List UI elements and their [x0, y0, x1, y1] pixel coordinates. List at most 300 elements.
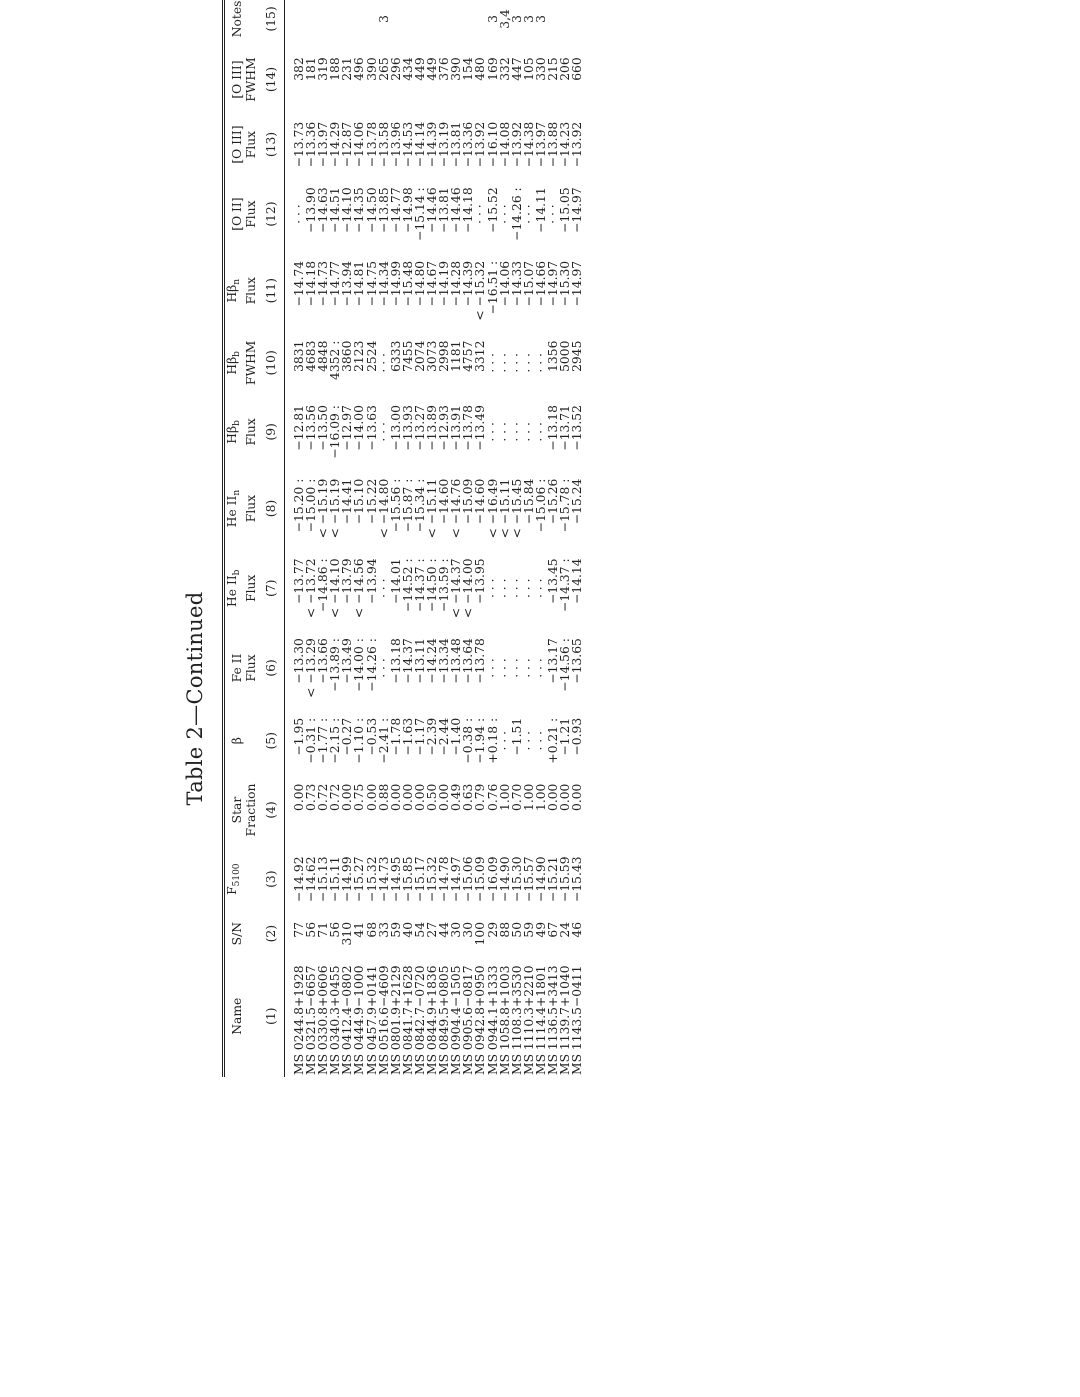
table-cell: −15.11 — [328, 856, 343, 902]
table-cell: 7455 — [400, 340, 415, 372]
table-cell: 49 — [533, 921, 548, 938]
column-header-number: (2) — [258, 912, 285, 955]
column-header-number: (7) — [258, 548, 285, 628]
table-cell: −1.77 : — [316, 717, 331, 764]
table-cell: 0.00 — [364, 783, 379, 811]
table-cell: < −14.00 — [461, 558, 476, 619]
table-cell: −13.00 — [388, 405, 403, 451]
table-cell: −14.08 — [497, 121, 512, 168]
table-cell: −15.56 : — [388, 478, 403, 533]
table-cell — [426, 0, 438, 47]
table-cell: · · · — [497, 730, 512, 751]
table-cell: −1.40 — [449, 717, 464, 756]
table-cell: −14.92 — [292, 856, 306, 902]
table-cell: · · · — [521, 730, 536, 751]
table-cell: MS 0340.3+0455 — [328, 965, 343, 1075]
column-title-text: S/N — [230, 922, 244, 946]
table-cell: −0.31 : — [304, 717, 319, 764]
table-cell: 4352 : — [328, 340, 343, 380]
table-cell: 4757 — [461, 340, 476, 372]
table-cell: −16.51 : — [485, 260, 500, 315]
table-cell: 3 — [521, 15, 536, 23]
table-row — [366, 0, 378, 1077]
table-cell: 0.00 — [437, 783, 452, 811]
data-table — [222, 0, 583, 1077]
table-cell: −12.87 — [340, 121, 355, 168]
table-cell: · · · — [533, 422, 548, 442]
column-title-text: [O II] — [230, 197, 244, 231]
table-cell: −14.95 — [388, 856, 403, 902]
table-cell — [366, 0, 378, 47]
table-cell: MS 0516.6−4609 — [376, 965, 391, 1075]
table-cell: 0.00 — [400, 783, 415, 811]
table-cell — [571, 0, 583, 47]
column-header-number: (14) — [258, 47, 285, 112]
table-cell: 105 — [521, 57, 536, 81]
table-cell: −14.60 — [473, 478, 488, 525]
table-cell: 0.00 — [388, 783, 403, 811]
table-cell: −13.89 — [425, 405, 440, 451]
column-header-subtitle — [244, 955, 258, 1077]
column-header-number: (13) — [258, 112, 285, 178]
table-cell: 30 — [461, 921, 476, 938]
table-cell: < −14.80 — [376, 478, 391, 539]
table-cell: · · · — [509, 353, 524, 373]
table-cell — [341, 0, 353, 47]
table-cell: −1.17 — [412, 717, 427, 756]
column-title-text: Hβ — [225, 425, 239, 444]
header-row-2 — [244, 0, 258, 1077]
table-cell: 0.88 — [376, 783, 391, 811]
table-cell: −13.65 — [570, 638, 585, 684]
table-cell: −14.06 — [497, 260, 512, 307]
table-cell: −14.24 — [425, 638, 440, 684]
table-cell — [414, 0, 426, 47]
table-cell: −14.90 — [533, 856, 548, 902]
table-cell: −15.20 : — [292, 478, 306, 533]
table-cell: 449 — [425, 57, 440, 81]
table-cell: −13.92 — [509, 121, 524, 168]
table-cell: −13.92 — [570, 121, 585, 168]
table-cell: −14.34 — [376, 260, 391, 307]
table-cell: 449 — [412, 57, 427, 81]
table-cell: 0.50 — [425, 783, 440, 811]
column-header-subtitle: Fraction — [244, 783, 258, 837]
table-cell: 40 — [400, 921, 415, 938]
table-cell: · · · — [509, 578, 524, 599]
table-cell: −14.19 — [437, 260, 452, 307]
table-cell: −13.81 — [437, 187, 452, 233]
table-cell: 660 — [570, 57, 585, 81]
table-cell: < −14.37 — [449, 558, 464, 619]
table-cell: −14.97 — [570, 187, 585, 233]
table-cell: −14.46 — [425, 187, 440, 233]
table-cell: −14.66 — [533, 260, 548, 307]
table-cell: −13.50 — [316, 405, 331, 451]
column-header-title — [224, 395, 245, 469]
table-cell: −1.21 — [558, 717, 573, 756]
table-cell — [474, 0, 486, 47]
table-cell: 56 — [304, 921, 319, 938]
table-cell: −14.38 — [521, 121, 536, 168]
table-cell: 1181 — [449, 340, 464, 372]
table-cell: −14.73 — [376, 856, 391, 902]
column-title-text: He II — [225, 575, 239, 607]
table-cell: −13.77 — [292, 558, 306, 604]
table-cell: −15.05 — [558, 187, 573, 233]
column-header-number: (1) — [258, 955, 285, 1077]
table-cell: −13.30 — [292, 638, 306, 684]
table-cell: 332 — [497, 57, 512, 81]
table-cell: 1.00 — [521, 783, 536, 811]
table-cell: −14.50 : — [425, 558, 440, 612]
column-title-text: [O III] — [230, 60, 244, 99]
table-cell: 0.00 — [558, 783, 573, 811]
table-cell: −13.45 — [545, 558, 560, 604]
table-cell: −12.81 — [292, 405, 306, 451]
table-cell: · · · — [376, 658, 391, 678]
table-cell: −14.46 — [449, 187, 464, 233]
table-cell: 3 — [509, 15, 524, 23]
table-cell: −15.07 — [521, 260, 536, 307]
table-cell: 5000 — [558, 340, 573, 372]
table-cell: 0.49 — [449, 783, 464, 811]
table-cell: −14.74 — [292, 260, 306, 307]
table-cell: −14.39 — [425, 121, 440, 168]
column-title-text: Star — [230, 796, 244, 824]
table-cell: 169 — [485, 57, 500, 81]
table-cell — [547, 0, 559, 47]
table-cell — [390, 0, 402, 47]
table-cell: 68 — [364, 921, 379, 938]
table-cell: 29 — [485, 921, 500, 938]
table-cell: 1.00 — [497, 783, 512, 811]
table-cell: 330 — [533, 57, 548, 81]
table-cell: 480 — [473, 57, 488, 81]
table-cell: −13.71 — [558, 405, 573, 451]
table-cell: · · · — [521, 578, 536, 599]
table-cell: −14.63 — [316, 187, 331, 233]
table-cell: −15.85 — [400, 856, 415, 902]
table-cell — [353, 0, 365, 47]
table-cell: −13.36 — [461, 121, 476, 168]
table-cell: 376 — [437, 57, 452, 81]
table-cell — [438, 0, 450, 47]
table-cell: −13.78 — [461, 405, 476, 451]
table-cell: −14.26 : — [509, 187, 524, 241]
table-row — [353, 0, 365, 1077]
table-cell: 33 — [376, 921, 391, 938]
table-cell: −13.78 — [364, 121, 379, 168]
table-cell: −14.52 : — [400, 558, 415, 612]
column-title-text: β — [230, 737, 244, 745]
table-cell: 4848 — [316, 340, 331, 372]
table-row — [511, 0, 523, 1077]
table-cell: · · · — [485, 353, 500, 373]
table-cell: −15.84 — [521, 478, 536, 525]
table-cell: MS 0944.1+1333 — [485, 965, 500, 1075]
table-cell: −13.89 : — [328, 638, 343, 692]
table-cell: −13.92 — [473, 121, 488, 168]
table-cell: −13.66 — [316, 638, 331, 684]
table-cell: 296 — [388, 57, 403, 81]
table-cell: −13.56 — [304, 405, 319, 451]
table-cell: −13.27 — [412, 405, 427, 451]
table-cell: 2524 — [364, 340, 379, 372]
table-row — [499, 0, 511, 1077]
table-cell: −12.97 — [340, 405, 355, 451]
table-cell: −14.75 — [364, 260, 379, 307]
header-row-numbers — [258, 0, 285, 1077]
table-cell: · · · — [533, 578, 548, 599]
table-cell: < −13.72 — [304, 558, 319, 619]
table-cell: 30 — [449, 921, 464, 938]
table-cell: −14.60 — [437, 478, 452, 525]
table-cell: < −13.29 — [304, 638, 319, 698]
table-cell: MS 1108.3+3530 — [509, 965, 524, 1075]
table-cell: −13.79 — [340, 558, 355, 604]
table-cell: −15.17 — [412, 856, 427, 902]
table-cell: MS 0841.7+1628 — [400, 965, 415, 1075]
table-cell: −13.95 — [473, 558, 488, 604]
table-cell: −14.77 — [388, 187, 403, 233]
table-cell: −15.52 — [485, 187, 500, 233]
table-cell: −15.32 — [364, 856, 379, 902]
table-cell: −14.56 : — [558, 638, 573, 692]
table-cell: 3073 — [425, 340, 440, 372]
table-cell: −13.34 — [437, 638, 452, 684]
table-cell — [450, 0, 462, 47]
table-cell: · · · — [473, 204, 488, 224]
table-cell: · · · — [292, 204, 306, 224]
column-header-subtitle — [244, 846, 258, 912]
table-cell: · · · — [521, 204, 536, 224]
column-title-subscript: 5100 — [232, 863, 242, 887]
table-cell: MS 0904.4−1505 — [449, 965, 464, 1075]
table-cell: 310 — [340, 921, 355, 946]
table-cell: −13.19 — [437, 121, 452, 168]
table-cell: −13.49 — [473, 405, 488, 451]
table-cell: 2945 — [570, 340, 585, 372]
column-header-title — [224, 548, 245, 628]
table-cell: · · · — [376, 578, 391, 599]
table-cell — [559, 0, 571, 47]
column-header-title — [224, 0, 245, 47]
table-cell: MS 0412.4−0802 — [340, 965, 355, 1075]
table-cell: −15.09 — [461, 478, 476, 525]
column-header-title — [224, 251, 245, 331]
table-cell: −13.81 — [449, 121, 464, 168]
table-cell: 154 — [461, 57, 476, 81]
table-cell: 3,4 — [497, 9, 512, 29]
table-cell: < −14.76 — [449, 478, 464, 539]
header-row-1 — [224, 0, 245, 1077]
column-title-subscript: b — [232, 351, 242, 357]
column-header-number: (10) — [258, 331, 285, 396]
table-cell: 3 — [533, 15, 548, 23]
table-cell: 382 — [292, 57, 306, 81]
column-header-number: (4) — [258, 774, 285, 847]
table-cell: −14.00 : — [352, 638, 367, 692]
table-cell: · · · — [533, 730, 548, 751]
table-cell: MS 0844.9+1836 — [425, 965, 440, 1075]
table-cell: 0.00 — [570, 783, 585, 811]
table-cell: −14.11 — [533, 187, 548, 233]
table-cell: −14.29 — [328, 121, 343, 168]
column-title-text: [O III] — [230, 125, 244, 164]
table-cell: 265 — [376, 57, 391, 81]
table-cell: MS 0842.7−0720 — [412, 965, 427, 1075]
column-title-text: He II — [225, 495, 239, 528]
table-cell: 3 — [376, 15, 391, 23]
table-cell: −14.99 — [340, 856, 355, 902]
table-cell — [305, 0, 317, 47]
table-cell: −14.37 : — [558, 558, 573, 612]
column-header-number: (12) — [258, 177, 285, 251]
column-header-number: (15) — [258, 0, 285, 47]
table-cell: −2.15 : — [328, 717, 343, 764]
table-cell: 0.72 — [316, 783, 331, 811]
table-cell: −14.67 — [425, 260, 440, 307]
table-cell: MS 0457.9+0141 — [364, 965, 379, 1075]
table-cell: · · · — [545, 204, 560, 224]
table-cell: −15.10 — [352, 478, 367, 525]
table-cell: < −15.11 — [425, 478, 440, 539]
table-cell: −14.37 : — [412, 558, 427, 612]
table-cell: −14.90 — [497, 856, 512, 902]
table-cell: −0.93 — [570, 717, 585, 756]
table-cell: −15.57 — [521, 856, 536, 902]
table-cell: −15.30 — [509, 856, 524, 902]
table-row — [474, 0, 486, 1077]
column-title-text: Fe II — [230, 653, 244, 683]
column-header-title — [224, 47, 245, 112]
table-cell: −14.41 — [340, 478, 355, 525]
table-cell: −13.90 — [304, 187, 319, 233]
table-cell: +0.18 : — [485, 717, 500, 764]
table-cell: 231 — [340, 57, 355, 81]
column-header-title — [224, 331, 245, 396]
table-cell: −14.73 — [316, 260, 331, 307]
table-cell: −14.97 — [449, 856, 464, 902]
table-cell: MS 0244.8+1928 — [292, 965, 306, 1075]
table-cell: −15.48 — [400, 260, 415, 307]
table-cell: −14.18 — [461, 187, 476, 233]
column-header-subtitle: Flux — [244, 130, 258, 159]
table-cell: −14.14 — [570, 558, 585, 604]
table-cell: −1.94 : — [473, 717, 488, 764]
table-cell: −14.14 — [412, 121, 427, 168]
table-cell: · · · — [497, 353, 512, 373]
table-cell: · · · — [376, 353, 391, 373]
table-cell: < −15.19 — [328, 478, 343, 539]
column-header-number: (9) — [258, 395, 285, 469]
table-cell: 100 — [473, 921, 488, 946]
table-cell: MS 0905.6−0817 — [461, 965, 476, 1075]
table-cell: −14.33 — [509, 260, 524, 307]
table-cell: −14.37 — [400, 638, 415, 684]
column-header-subtitle: FWHM — [244, 340, 258, 386]
column-header-subtitle: FWHM — [244, 57, 258, 102]
table-cell: 0.70 — [509, 783, 524, 811]
column-title-text: Hβ — [225, 356, 239, 375]
table-cell: 2998 — [437, 340, 452, 372]
table-cell: 3312 — [473, 340, 488, 372]
table-cell: 44 — [437, 921, 452, 938]
table-cell: · · · — [485, 422, 500, 442]
table-row — [487, 0, 499, 1077]
table-cell: −13.94 — [340, 260, 355, 307]
table-cell — [462, 0, 474, 47]
table-cell: 3 — [485, 15, 500, 23]
table-cell: 3860 — [340, 340, 355, 372]
table-cell: 1.00 — [533, 783, 548, 811]
table-cell: 215 — [545, 57, 560, 81]
table-cell: −13.85 — [376, 187, 391, 233]
column-header-title — [224, 112, 245, 178]
table-cell: −13.11 — [412, 638, 427, 684]
column-header-title — [224, 708, 245, 774]
table-cell: MS 0330.8+0606 — [316, 965, 331, 1075]
table-cell: 71 — [316, 921, 331, 938]
table-cell: −16.09 : — [328, 405, 343, 459]
column-header-subtitle — [244, 708, 258, 774]
table-cell: −13.94 — [364, 558, 379, 604]
table-cell: · · · — [509, 422, 524, 442]
table-cell: 319 — [316, 57, 331, 81]
column-header-number: (5) — [258, 708, 285, 774]
table-cell: 50 — [509, 921, 524, 938]
table-cell: −14.18 — [304, 260, 319, 307]
table-cell: −13.36 — [304, 121, 319, 168]
table-cell: −15.30 — [558, 260, 573, 307]
table-cell: −13.18 — [388, 638, 403, 684]
table-cell: 0.72 — [328, 783, 343, 811]
table-cell: 0.76 — [485, 783, 500, 811]
table-cell: · · · — [485, 658, 500, 678]
column-title-text: Hβ — [225, 284, 239, 303]
table-cell: 77 — [292, 921, 306, 938]
column-title-text: F — [225, 886, 239, 895]
table-cell: −15.26 — [545, 478, 560, 525]
table-cell: −0.38 : — [461, 717, 476, 764]
table-cell: −14.26 : — [364, 638, 379, 692]
table-cell: 2123 — [352, 340, 367, 372]
table-cell: −14.06 — [352, 121, 367, 168]
column-header-subtitle: Flux — [244, 654, 258, 682]
table-cell: MS 0444.9−1000 — [352, 965, 367, 1075]
table-cell: −14.53 — [400, 121, 415, 168]
column-header-title — [224, 177, 245, 251]
column-header-subtitle — [244, 0, 258, 47]
table-cell: −15.87 : — [400, 478, 415, 533]
table-cell: −15.32 — [425, 856, 440, 902]
column-title-subscript: n — [232, 489, 242, 496]
column-header-number: (6) — [258, 628, 285, 708]
table-cell: −13.63 — [364, 405, 379, 451]
table-cell: 59 — [388, 921, 403, 938]
table-cell: −15.13 — [316, 856, 331, 902]
column-header-number: (3) — [258, 846, 285, 912]
table-cell: MS 1139.7+1040 — [558, 965, 573, 1075]
column-header-subtitle: Flux — [244, 574, 258, 602]
table-cell: −15.43 — [570, 856, 585, 902]
table-cell: 390 — [364, 57, 379, 81]
table-cell: −15.78 : — [558, 478, 573, 533]
table-cell: 0.00 — [340, 783, 355, 811]
column-title-subscript: n — [232, 278, 242, 285]
column-header-title — [224, 469, 245, 549]
